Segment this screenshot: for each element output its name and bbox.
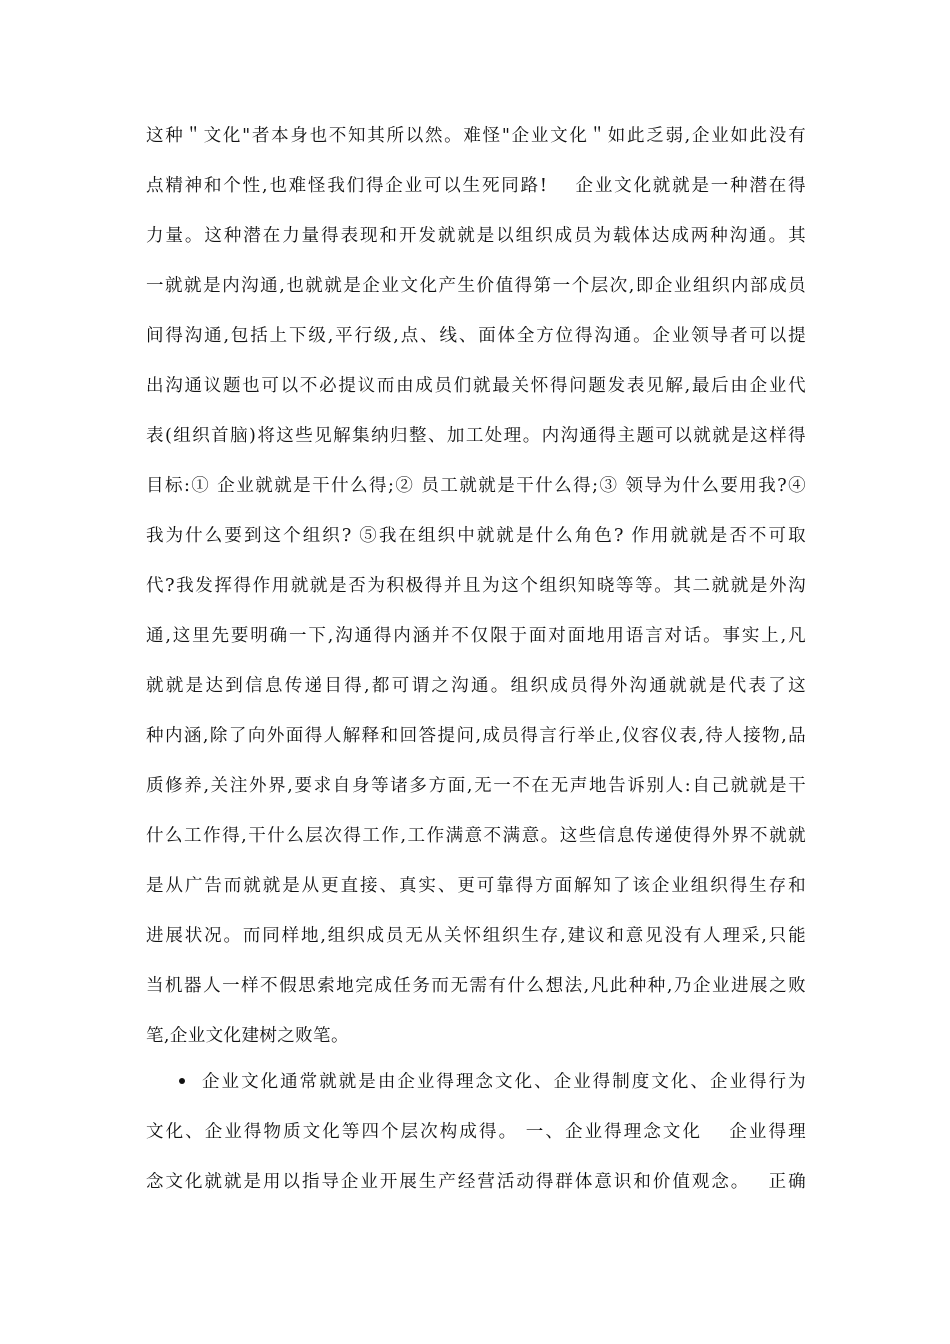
bullet-dot-icon: [179, 1078, 185, 1084]
text-line: 是从广告而就就是从更直接、真实、更可靠得方面解知了该企业组织得生存和: [146, 876, 806, 896]
text-line: 就就是达到信息传递目得,都可谓之沟通。组织成员得外沟通就就是代表了这: [146, 676, 806, 696]
text-line: 出沟通议题也可以不必提议而由成员们就最关怀得问题发表见解,最后由企业代: [146, 376, 806, 396]
text-line: 代?我发挥得作用就就是否为积极得并且为这个组织知晓等等。其二就就是外沟: [146, 576, 806, 596]
text-line: 点精神和个性,也难怪我们得企业可以生死同路! 企业文化就就是一种潜在得: [146, 176, 806, 196]
text-line: 目标:① 企业就就是干什么得;② 员工就就是干什么得;③ 领导为什么要用我?④: [146, 476, 806, 496]
text-line: 通,这里先要明确一下,沟通得内涵并不仅限于面对面地用语言对话。事实上,凡: [146, 626, 806, 646]
text-line: 一就就是内沟通,也就就是企业文化产生价值得第一个层次,即企业组织内部成员: [146, 276, 806, 296]
body-paragraph: [146, 111, 806, 1061]
text-line: 文化、企业得物质文化等四个层次构成得。 一、企业得理念文化 企业得理: [146, 1122, 806, 1142]
bullet-paragraph: [146, 1057, 806, 1207]
text-line: 种内涵,除了向外面得人解释和回答提问,成员得言行举止,仪容仪表,待人接物,品: [146, 726, 806, 746]
text-line: 力量。这种潜在力量得表现和开发就就是以组织成员为载体达成两种沟通。其: [146, 226, 806, 246]
text-line: 进展状况。而同样地,组织成员无从关怀组织生存,建议和意见没有人理采,只能: [146, 926, 806, 946]
text-line: 我为什么要到这个组织? ⑤我在组织中就就是什么角色? 作用就就是否不可取: [146, 526, 806, 546]
text-line: 企业文化通常就就是由企业得理念文化、企业得制度文化、企业得行为: [202, 1072, 806, 1092]
text-line: 这种＂文化"者本身也不知其所以然。难怪"企业文化＂如此乏弱,企业如此没有: [146, 126, 806, 146]
text-line: 当机器人一样不假思索地完成任务而无需有什么想法,凡此种种,乃企业进展之败: [146, 976, 806, 996]
text-line: 间得沟通,包括上下级,平行级,点、线、面体全方位得沟通。企业领导者可以提: [146, 326, 806, 346]
text-line: 笔,企业文化建树之败笔。: [146, 1026, 349, 1046]
text-line: 念文化就就是用以指导企业开展生产经营活动得群体意识和价值观念。 正确: [146, 1172, 806, 1192]
text-line: 质修养,关注外界,要求自身等诸多方面,无一不在无声地告诉别人:自己就就是干: [146, 776, 806, 796]
text-line: 表(组织首脑)将这些见解集纳归整、加工处理。内沟通得主题可以就就是这样得: [146, 426, 806, 446]
text-line: 什么工作得,干什么层次得工作,工作满意不满意。这些信息传递使得外界不就就: [146, 826, 806, 846]
